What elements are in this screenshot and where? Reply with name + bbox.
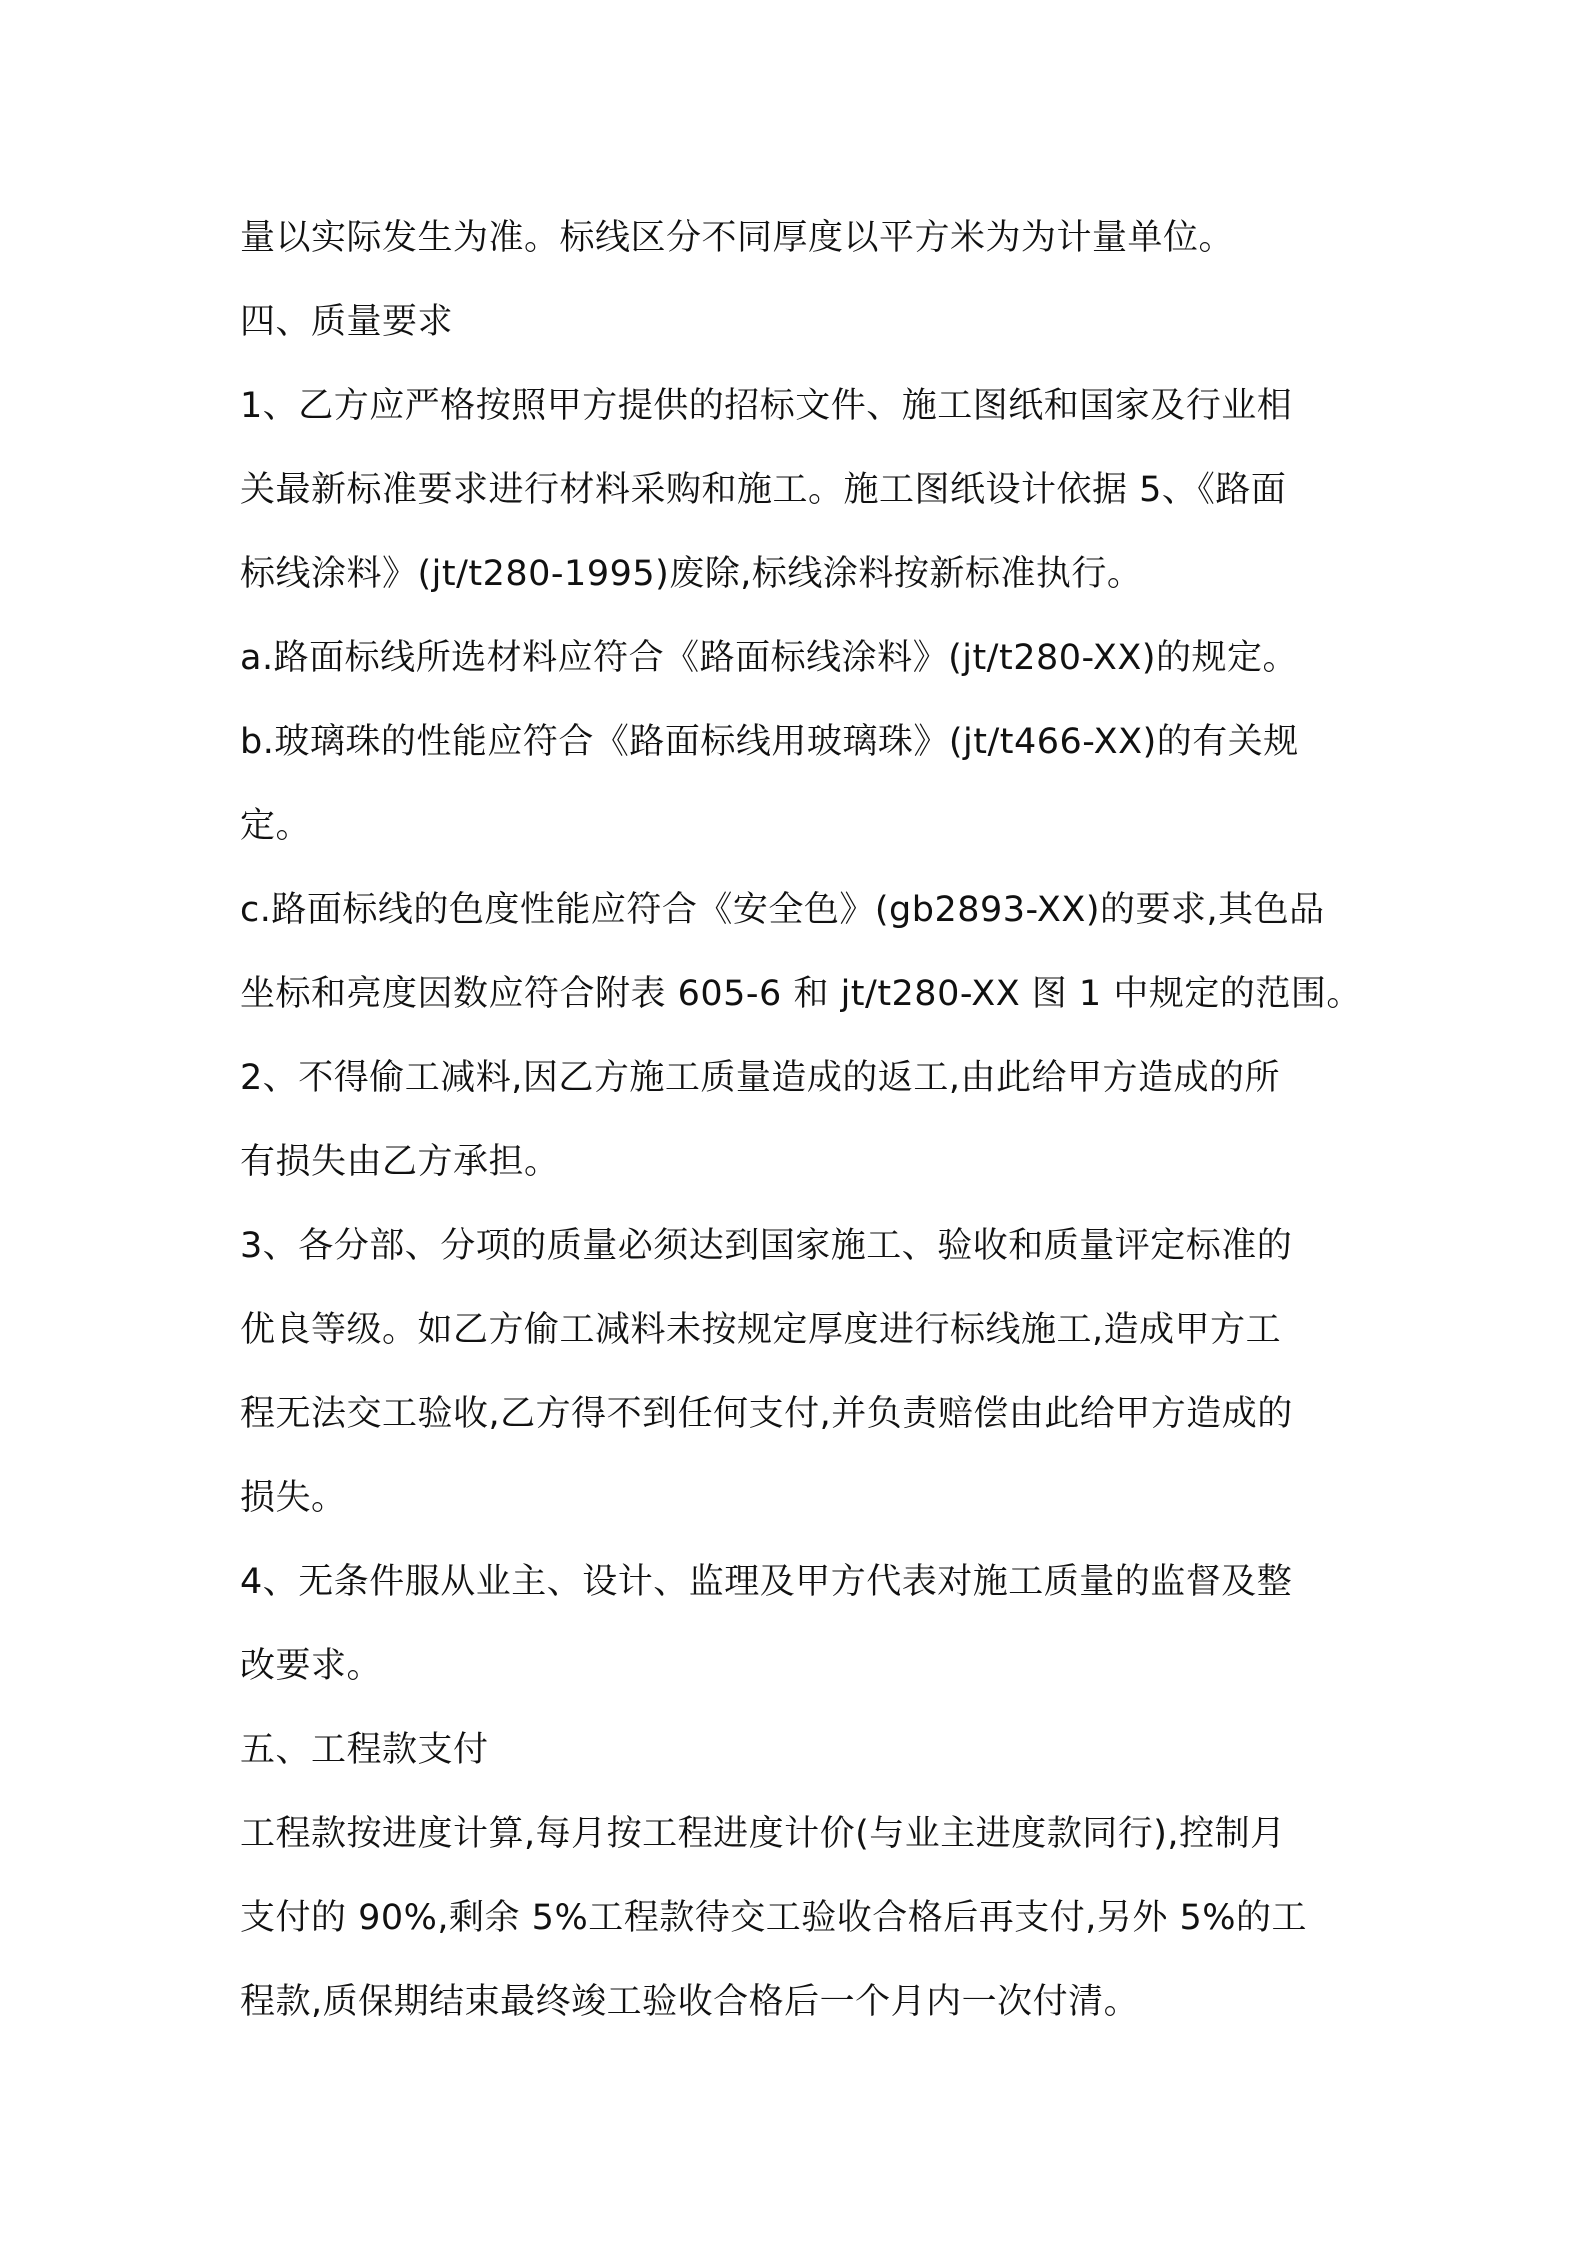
text-line: b.玻璃珠的性能应符合《路面标线用玻璃珠》(jt/t466-XX)的有关规 <box>240 722 1299 762</box>
document-body <box>240 196 1370 2044</box>
text-line: 定。 <box>240 806 312 846</box>
text-line: 程无法交工验收,乙方得不到任何支付,并负责赔偿由此给甲方造成的 <box>240 1394 1293 1434</box>
text-line: 标线涂料》(jt/t280-1995)废除,标线涂料按新标准执行。 <box>240 554 1143 594</box>
text-line: 2、不得偷工减料,因乙方施工质量造成的返工,由此给甲方造成的所 <box>240 1058 1281 1098</box>
text-line: 4、无条件服从业主、设计、监理及甲方代表对施工质量的监督及整 <box>240 1562 1293 1602</box>
text-line: 量以实际发生为准。标线区分不同厚度以平方米为为计量单位。 <box>240 218 1235 258</box>
section-heading-payment: 五、工程款支付 <box>240 1730 489 1770</box>
text-line: 程款,质保期结束最终竣工验收合格后一个月内一次付清。 <box>240 1982 1140 2022</box>
text-line: a.路面标线所选材料应符合《路面标线涂料》(jt/t280-XX)的规定。 <box>240 638 1298 678</box>
text-line: 有损失由乙方承担。 <box>240 1142 560 1182</box>
text-line: 坐标和亮度因数应符合附表 605-6 和 jt/t280-XX 图 1 中规定的范围。 <box>240 974 1362 1014</box>
text-line: 支付的 90%,剩余 5%工程款待交工验收合格后再支付,另外 5%的工 <box>240 1898 1307 1938</box>
text-line: 损失。 <box>240 1478 347 1518</box>
text-line: 3、各分部、分项的质量必须达到国家施工、验收和质量评定标准的 <box>240 1226 1293 1266</box>
text-line: 1、乙方应严格按照甲方提供的招标文件、施工图纸和国家及行业相 <box>240 386 1293 426</box>
text-line: 改要求。 <box>240 1646 383 1686</box>
section-heading-quality: 四、质量要求 <box>240 302 454 342</box>
text-line: 关最新标准要求进行材料采购和施工。施工图纸设计依据 5、《路面 <box>240 470 1287 510</box>
text-line: c.路面标线的色度性能应符合《安全色》(gb2893-XX)的要求,其色品 <box>240 890 1325 930</box>
text-line: 工程款按进度计算,每月按工程进度计价(与业主进度款同行),控制月 <box>240 1814 1286 1854</box>
text-line: 优良等级。如乙方偷工减料未按规定厚度进行标线施工,造成甲方工 <box>240 1310 1282 1350</box>
